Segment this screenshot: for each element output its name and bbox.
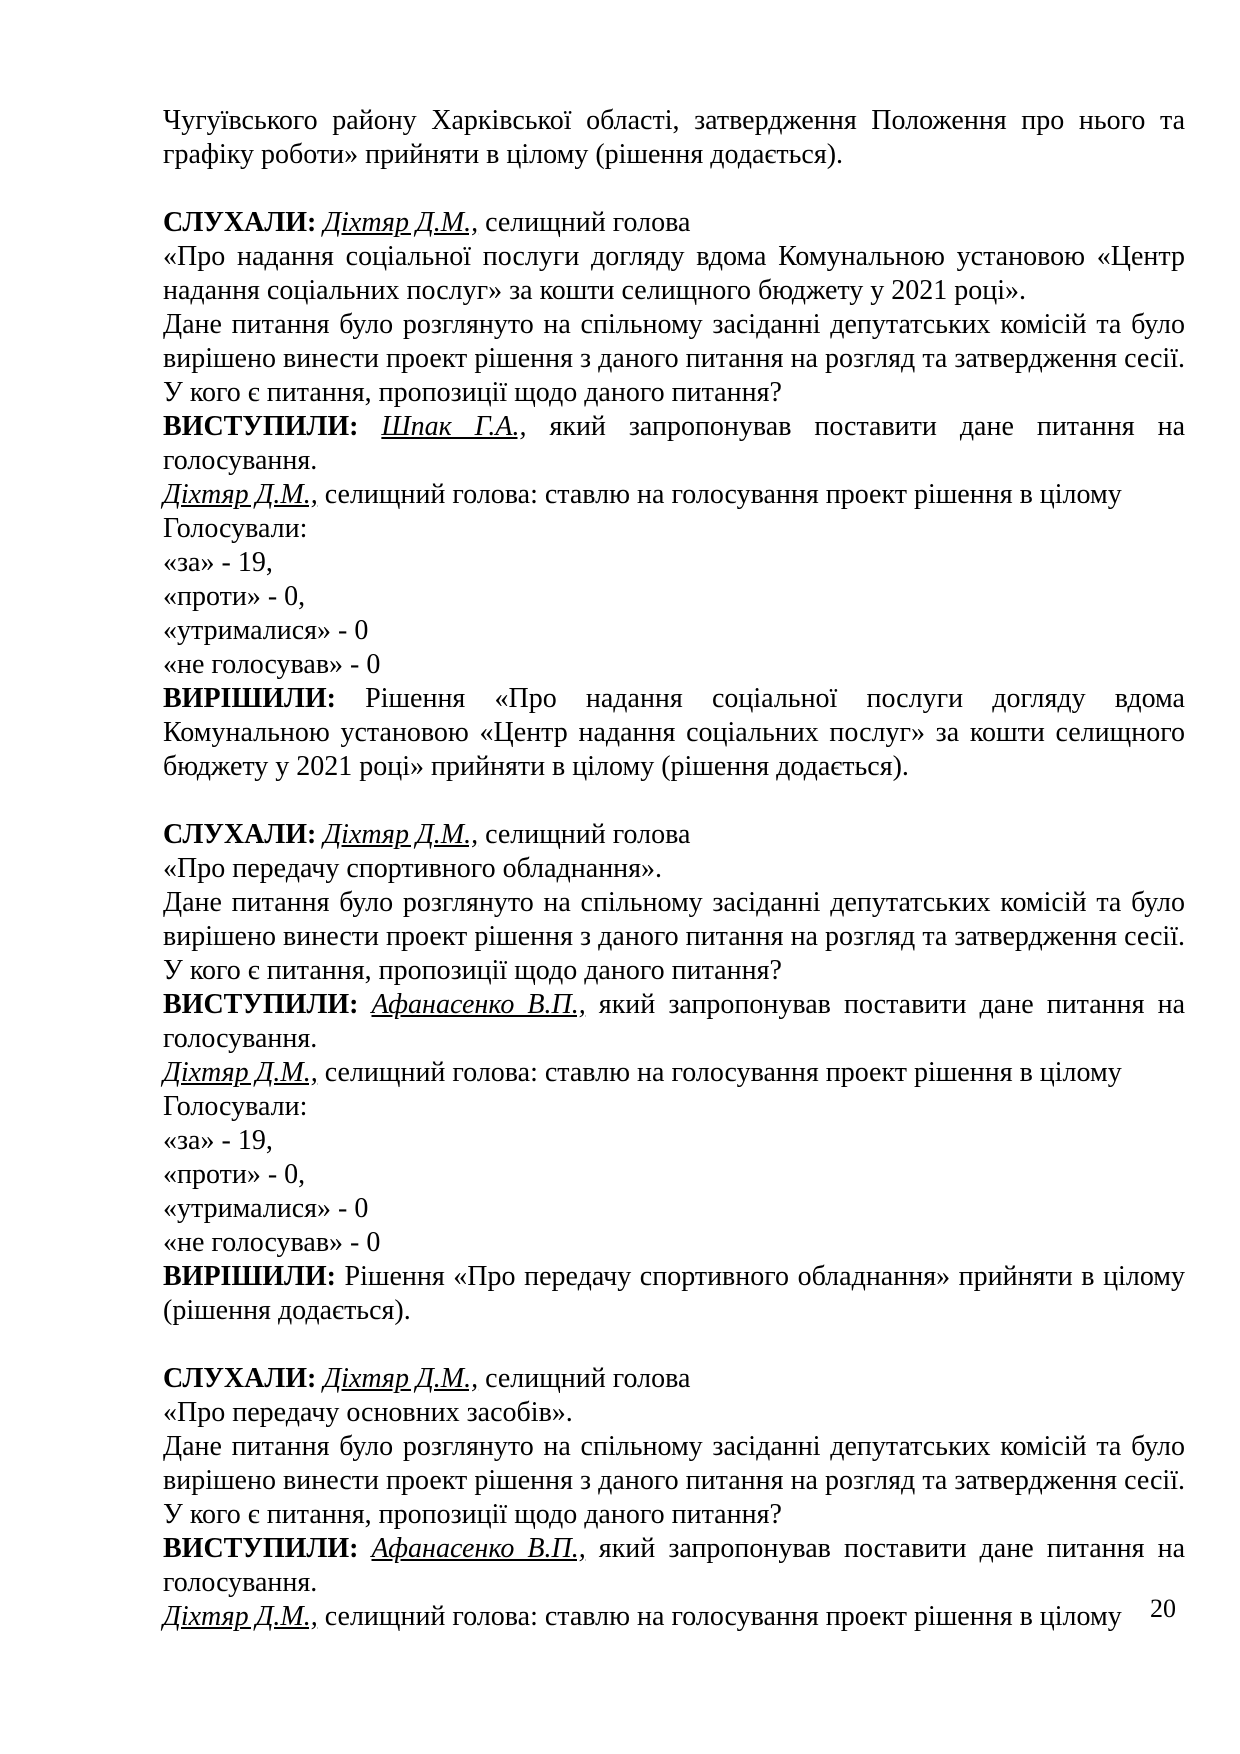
discussion-text: Дане питання було розглянуто на спільному засіданні депутатських комісій та було вирішено винести проект рішення з даного питання на розгляд та затвердження сесії. У кого є питання, пропозиції щодо даного питання? [163, 1431, 1185, 1530]
chair-name: Діхтяр Д.М., [163, 1601, 318, 1632]
decided-label: ВИРІШИЛИ: [163, 683, 336, 714]
spoke-line [163, 1532, 1185, 1600]
speaker-name: Діхтяр Д.М., [323, 207, 479, 238]
agenda-item [163, 206, 1185, 784]
spoke-label: ВИСТУПИЛИ: [163, 411, 359, 442]
page-number: 20 [1150, 1594, 1176, 1623]
vote-against: «проти» - 0, [163, 581, 306, 612]
vote-against: «проти» - 0, [163, 1159, 306, 1190]
spoke-text: який запропонував поставити дане питання на голосування. [163, 989, 1185, 1054]
agenda-item [163, 1362, 1185, 1634]
speaker-name: Діхтяр Д.М., [323, 819, 479, 850]
speaker-role: селищний голова [478, 819, 691, 850]
spoke-label: ВИСТУПИЛИ: [163, 1533, 359, 1564]
chair-line [163, 478, 1185, 512]
spoke-line [163, 410, 1185, 478]
spacer [163, 1328, 1185, 1362]
chair-text: селищний голова: ставлю на голосування проект рішення в цілому [317, 1601, 1122, 1632]
decided-text: Рішення «Про надання соціальної послуги догляду вдома Комунальною установою «Центр надання соціальних послуг» за кошти селищного бюджету у 2021 році» прийняти в цілому (рішення додається). [163, 683, 1185, 782]
vote-for: «за» - 19, [163, 1125, 273, 1156]
vote-not-voted: «не голосував» - 0 [163, 649, 381, 680]
topic-title: «Про передачу основних засобів». [163, 1397, 573, 1428]
heard-line [163, 818, 1185, 852]
chair-line [163, 1056, 1185, 1090]
speaker-name: Діхтяр Д.М., [323, 1363, 479, 1394]
heard-label: СЛУХАЛИ: [163, 207, 317, 238]
chair-text: селищний голова: ставлю на голосування проект рішення в цілому [317, 1057, 1122, 1088]
heard-label: СЛУХАЛИ: [163, 819, 317, 850]
discussion-text: Дане питання було розглянуто на спільному засіданні депутатських комісій та було вирішено винести проект рішення з даного питання на розгляд та затвердження сесії. У кого є питання, пропозиції щодо даного питання? [163, 887, 1185, 986]
chair-name: Діхтяр Д.М., [163, 479, 318, 510]
topic-title: «Про передачу спортивного обладнання». [163, 853, 663, 884]
spacer [163, 784, 1185, 818]
vote-abstained: «утрималися» - 0 [163, 615, 369, 646]
spacer [163, 172, 1185, 206]
agenda-item [163, 818, 1185, 1328]
document-page [163, 104, 1185, 1634]
spoke-name: Афанасенко В.П., [371, 1533, 586, 1564]
speaker-role: селищний голова [478, 1363, 691, 1394]
topic-title: «Про надання соціальної послуги догляду вдома Комунальною установою «Центр надання соціальних послуг» за кошти селищного бюджету у 2021 році». [163, 241, 1185, 306]
heard-line [163, 1362, 1185, 1396]
spoke-label: ВИСТУПИЛИ: [163, 989, 359, 1020]
decided-line [163, 682, 1185, 784]
vote-not-voted: «не голосував» - 0 [163, 1227, 381, 1258]
decided-line [163, 1260, 1185, 1328]
spoke-text: який запропонував поставити дане питання на голосування. [163, 411, 1185, 476]
decided-text: Рішення «Про передачу спортивного обладнання» прийняти в цілому (рішення додається). [163, 1261, 1185, 1326]
spoke-name: Шпак Г.А., [381, 411, 527, 442]
chair-line [163, 1600, 1185, 1634]
voted-label: Голосували: [163, 513, 308, 544]
spoke-text: який запропонував поставити дане питання на голосування. [163, 1533, 1185, 1598]
heard-line [163, 206, 1185, 240]
chair-name: Діхтяр Д.М., [163, 1057, 318, 1088]
discussion-text: Дане питання було розглянуто на спільному засіданні депутатських комісій та було вирішено винести проект рішення з даного питання на розгляд та затвердження сесії. У кого є питання, пропозиції щодо даного питання? [163, 309, 1185, 408]
intro-paragraph: Чугуївського району Харківської області, затвердження Положення про нього та графіку роботи» прийняти в цілому (рішення додається). [163, 105, 1185, 170]
speaker-role: селищний голова [478, 207, 691, 238]
vote-abstained: «утрималися» - 0 [163, 1193, 369, 1224]
vote-for: «за» - 19, [163, 547, 273, 578]
decided-label: ВИРІШИЛИ: [163, 1261, 336, 1292]
voted-label: Голосували: [163, 1091, 308, 1122]
spoke-line [163, 988, 1185, 1056]
spoke-name: Афанасенко В.П., [371, 989, 586, 1020]
heard-label: СЛУХАЛИ: [163, 1363, 317, 1394]
chair-text: селищний голова: ставлю на голосування проект рішення в цілому [317, 479, 1122, 510]
